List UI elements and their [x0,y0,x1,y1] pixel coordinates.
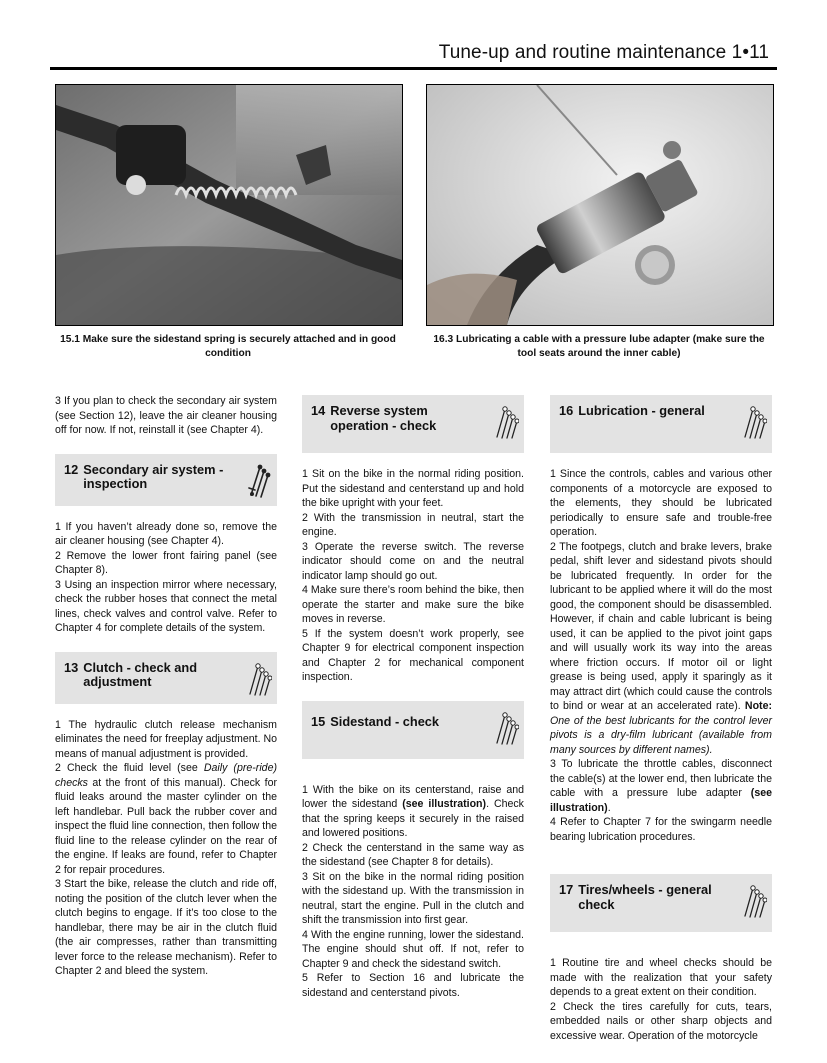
section-title: 17 Tires/wheels - general check [559,882,712,912]
paragraph: 2 Remove the lower front fairing panel (see Chapter 8). [55,549,277,576]
paragraph: 2 Check the fluid level (see Daily (pre-ride) checks at the front of this manual). Check for fluid leaks around the master cylinder on the left handlebar. Pull back the rubber cover and inspect the fluid line connection, then follow the fluid line to the release cylinder on the rear of the engine. If leaks are found, refer to Chapter 2 for repair procedures. [55,762,277,876]
paragraph: 3 Start the bike, release the clutch and ride off, noting the position of the clutch lever when the clutch begins to engage. If it’s too close to the handlebar, there may be air in the clutch fluid (the air compresses, rather than transmitting lever force to the release mechanism). Refer to Chapter 2 and bleed the system. [55,878,277,977]
paragraph: 2 With the transmission in neutral, start the engine. [302,511,524,538]
paragraph: 2 Check the tires carefully for cuts, tears, embedded nails or other sharp objects and excessive wear. Operation of the motorcycle [550,1000,772,1042]
page-title: Tune-up and routine maintenance 1•11 [438,42,769,63]
difficulty-rating-icon [493,404,519,440]
section-title: 13 Clutch - check and adjustment [64,659,198,690]
section-title: 15 Sidestand - check [311,713,440,729]
paragraph: 1 With the bike on its centerstand, raise and lower the sidestand (see illustration). Check that the spring keeps it securely in the raised and lowered positions. [302,783,524,839]
paragraph: 3 Using an inspection mirror where necessary, check the rubber hoses that connect the metal lines, check valves and control valve. Refer to Chapter 4 for complete details of the system. [55,578,277,634]
difficulty-rating-icon [493,710,519,746]
paragraph: 1 Routine tire and wheel checks should be made with the realization that your safety depends to a great extent on their condition. [550,957,772,998]
section-heading-15 [302,701,524,759]
section-heading-17 [550,874,772,932]
header-rule [50,67,777,70]
paragraph: 5 If the system doesn’t work properly, see Chapter 9 for electrical component inspection and Chapter 2 for mechanical component inspection. [302,627,524,683]
figure-caption-15-1: 15.1 Make sure the sidestand spring is securely attached and in good condition [60,334,396,359]
section-heading-13 [55,652,277,704]
column-2 [302,379,524,1000]
paragraph: 1 If you haven’t already done so, remove the air cleaner housing (see Chapter 4). [55,520,277,547]
paragraph: 3 To lubricate the throttle cables, disconnect the cable(s) at the lower end, then lubricate the cable with a pressure lube adapter (see illustration). [550,758,772,814]
paragraph: 3 Operate the reverse switch. The reverse indicator should come on and the neutral indicator lamp should go out. [302,540,524,582]
difficulty-rating-icon [246,661,272,697]
paragraph: 1 Since the controls, cables and various other components of a motorcycle are exposed to the elements, they should be lubricated periodically to ensure safe and trouble-free operation. [550,468,772,538]
difficulty-rating-icon [246,463,272,499]
photo-cable-lube-adapter [426,84,774,326]
paragraph: 1 The hydraulic clutch release mechanism eliminates the need for freeplay adjustment. No means of manual adjustment is provided. [55,718,278,760]
figure-caption-16-3: 16.3 Lubricating a cable with a pressure lube adapter (make sure the tool seats around the inner cable) [433,334,765,359]
column-1 [55,394,277,979]
paragraph: 4 Refer to Chapter 7 for the swingarm needle bearing lubrication procedures. [550,816,772,843]
section-title: 16 Lubrication - general [559,403,705,418]
paragraph: 3 Sit on the bike in the normal riding position with the sidestand up. With the transmission in neutral, start the engine. Pull in the clutch and shift the transmission into first gear. [302,870,524,926]
paragraph: 2 The footpegs, clutch and brake levers, brake pedal, shift lever and sidestand pivots should be lubricated frequently. In order for the lubricant to be applied where it will do the most good, the component should be disassembled. However, if chain and cable lubricant is being used, it can be applied to the pivot joint gaps and will usually work its way into the areas where friction occurs. If motor oil or light grease is being used, apply it sparingly as it may attract dirt (which could cause the controls to bind or wear at an accelerated rate). Note: One of the best lubricants for the control lever pivots is a dry-film lubricant (available from many sources by different names). [550,540,772,756]
photo-sidestand-spring [55,84,403,326]
section-heading-12 [55,454,277,506]
section-heading-14 [302,395,524,453]
difficulty-rating-icon [741,883,767,919]
paragraph: 5 Refer to Section 16 and lubricate the sidestand and centerstand pivots. [302,972,524,999]
section-heading-16 [550,395,772,453]
column-3 [550,379,772,1043]
paragraph: 3 If you plan to check the secondary air system (see Section 12), leave the air cleaner housing off for now. If not, reinstall it (see Chapter 4). [55,395,277,436]
paragraph: 1 Sit on the bike in the normal riding position. Put the sidestand and centerstand up and hold the bike upright with your feet. [302,468,524,509]
section-title: 12 Secondary air system - inspection [64,461,224,492]
section-title: 14 Reverse system operation - check [311,403,437,433]
paragraph: 4 With the engine running, lower the sidestand. The engine should shut off. If not, refer to Chapter 9 and check the sidestand switch. [302,928,524,970]
paragraph: 4 Make sure there’s room behind the bike, then operate the starter and make sure the bike moves in reverse. [302,584,524,625]
difficulty-rating-icon [741,404,767,440]
paragraph: 2 Check the centerstand in the same way as the sidestand (see Chapter 8 for details). [302,841,524,868]
